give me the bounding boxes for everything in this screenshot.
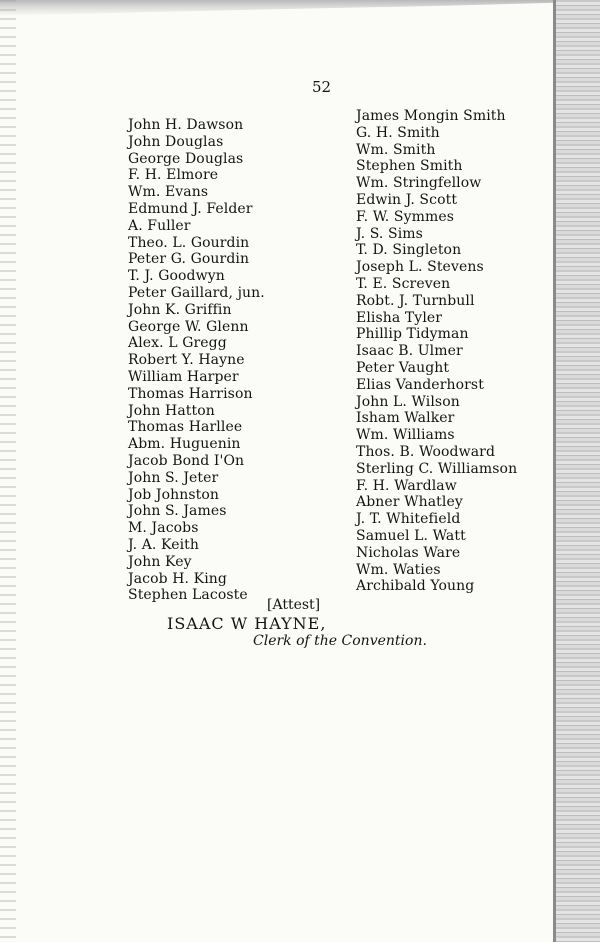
name-entry: Edwin J. Scott <box>356 191 458 208</box>
name-entry: Wm. Smith <box>356 141 436 158</box>
name-entry: Samuel L. Watt <box>356 527 466 544</box>
signer-title: Clerk of the Convention. <box>253 633 427 649</box>
name-entry: George Douglas <box>128 150 244 167</box>
name-entry: Stephen Lacoste <box>128 587 248 604</box>
name-entry: Sterling C. Williamson <box>356 460 518 477</box>
names-list-left <box>128 117 265 604</box>
name-entry: Abner Whatley <box>356 494 463 511</box>
name-entry: Joseph L. Stevens <box>356 259 484 276</box>
name-entry: John Hatton <box>128 402 215 419</box>
name-entry: J. T. Whitefield <box>356 511 461 528</box>
name-entry: Theo. L. Gourdin <box>128 234 250 251</box>
name-entry: Archibald Young <box>356 578 475 595</box>
name-entry: John Douglas <box>128 133 224 150</box>
scan-left-edge <box>0 0 16 942</box>
name-entry: Jacob Bond I'On <box>128 452 245 469</box>
name-entry: Thos. B. Woodward <box>356 443 495 460</box>
name-entry: F. W. Symmes <box>356 208 454 225</box>
name-entry: Abm. Huguenin <box>128 436 241 453</box>
scan-top-edge <box>0 0 600 16</box>
name-entry: Elias Vanderhorst <box>356 376 484 393</box>
name-entry: John Key <box>128 553 192 570</box>
name-entry: T. J. Goodwyn <box>128 268 225 285</box>
name-entry: John H. Dawson <box>128 117 244 133</box>
signer-name: ISAAC W HAYNE, <box>167 614 327 633</box>
name-entry: George W. Glenn <box>128 318 249 335</box>
name-entry: Robert Y. Hayne <box>128 352 245 369</box>
name-entry: John S. Jeter <box>128 469 219 486</box>
attest-label: [Attest] <box>267 597 321 613</box>
name-entry: Edmund J. Felder <box>128 200 253 217</box>
name-entry: G. H. Smith <box>356 124 440 141</box>
name-entry: M. Jacobs <box>128 520 199 537</box>
name-entry: Isaac B. Ulmer <box>356 343 463 360</box>
name-entry: Peter G. Gourdin <box>128 251 250 268</box>
name-entry: Wm. Stringfellow <box>356 175 482 192</box>
name-entry: Wm. Evans <box>128 184 209 201</box>
name-entry: T. E. Screven <box>356 275 451 292</box>
name-entry: Wm. Williams <box>356 427 455 444</box>
name-entry: Thomas Harrison <box>128 385 253 402</box>
name-entry: J. A. Keith <box>128 536 200 553</box>
name-entry: Stephen Smith <box>356 158 463 175</box>
name-entry: William Harper <box>128 368 239 385</box>
name-entry: Robt. J. Turnbull <box>356 292 475 309</box>
name-entry: Isham Walker <box>356 410 455 427</box>
name-entry: John K. Griffin <box>128 301 232 318</box>
name-entry: John S. James <box>128 503 227 520</box>
scan-right-edge <box>553 0 600 942</box>
name-entry: T. D. Singleton <box>356 242 462 259</box>
name-entry: Peter Gaillard, jun. <box>128 284 265 301</box>
name-entry: Thomas Harllee <box>128 419 243 436</box>
name-entry: F. H. Wardlaw <box>356 477 457 494</box>
name-entry: A. Fuller <box>128 217 191 234</box>
name-entry: Phillip Tidyman <box>356 326 469 343</box>
name-entry: Peter Vaught <box>356 359 450 376</box>
name-entry: James Mongin Smith <box>356 108 506 124</box>
name-entry: J. S. Sims <box>356 225 423 242</box>
page-number: 52 <box>312 78 332 96</box>
name-entry: Elisha Tyler <box>356 309 443 326</box>
name-entry: Jacob H. King <box>128 570 227 587</box>
name-entry: Alex. L Gregg <box>128 335 227 352</box>
name-entry: Nicholas Ware <box>356 544 461 561</box>
name-entry: F. H. Elmore <box>128 167 219 184</box>
names-list-right <box>356 108 517 595</box>
name-entry: Wm. Waties <box>356 561 441 578</box>
name-entry: John L. Wilson <box>356 393 460 410</box>
name-entry: Job Johnston <box>128 486 219 503</box>
